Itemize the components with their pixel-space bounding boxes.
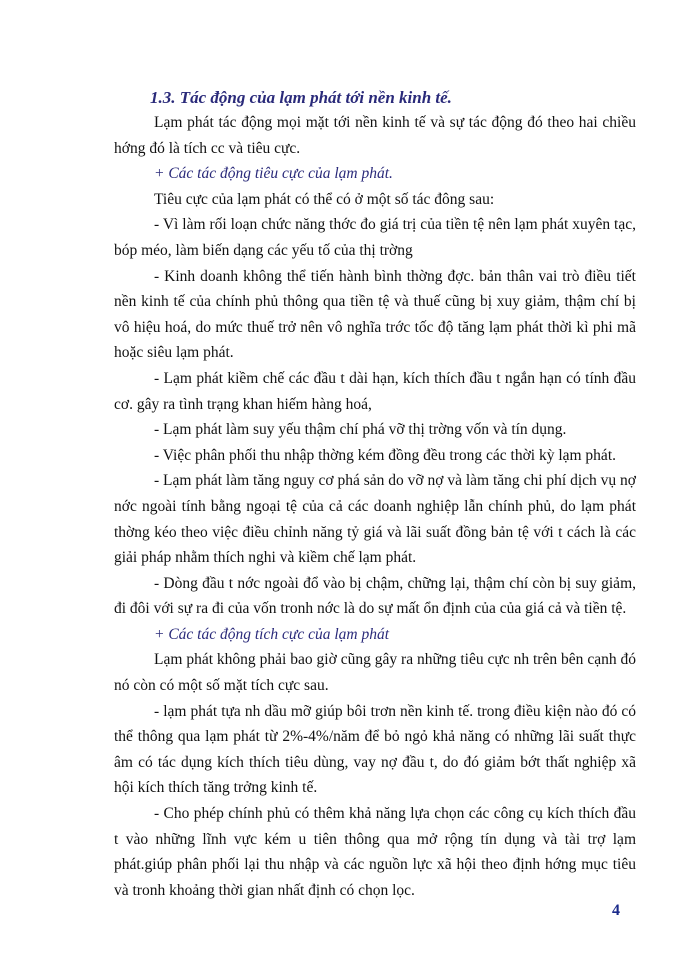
list-item: - Lạm phát làm suy yếu thậm chí phá vỡ thị trờng vốn và tín dụng. bbox=[154, 421, 567, 439]
paragraph: Lạm phát tác động mọi mặt tới nền kinh tế và sự tác động đó theo hai chiều hớng đó là tích cc và tiêu cực. bbox=[114, 114, 636, 157]
list-item: - Kinh doanh không thể tiến hành bình thờng đợc. bản thân vai trò điều tiết nền kinh tế của chính phủ thông qua tiền tệ và thuế cũng bị xuy giảm, thậm chí bị vô hiệu hoá, do mức thuế trở nên vô nghĩa trớc tốc độ tăng lạm phát thời kì phi mã hoặc siêu lạm phát. bbox=[114, 267, 636, 362]
subheading-negative: + Các tác động tiêu cực của lạm phát. bbox=[154, 165, 393, 183]
paragraph: Tiêu cực của lạm phát có thể có ở một số tác đông sau: bbox=[154, 190, 495, 208]
page-number: 4 bbox=[612, 902, 620, 919]
paragraph: Lạm phát không phải bao giờ cũng gây ra những tiêu cực nh trên bên cạnh đó nó còn có một số mặt tích cực sau. bbox=[114, 651, 636, 695]
list-item: - Việc phân phối thu nhập thờng kém đồng đều trong các thời kỳ lạm phát. bbox=[154, 446, 616, 464]
body-text bbox=[114, 110, 636, 903]
list-item: - Vì làm rối loạn chức năng thớc đo giá trị của tiền tệ nên lạm phát xuyên tạc, bóp méo, làm biến dạng các yếu tố của thị trờng bbox=[114, 216, 636, 259]
list-item: - Lạm phát làm tăng nguy cơ phá sản do vỡ nợ và làm tăng chi phí dịch vụ nợ nớc ngoài tính bằng ngoại tệ của cả các doanh nghiệp lẫn chính phủ, do lạm phát thờng kéo theo việc điều chỉnh năng tỷ giá và lãi suất đồng bản tệ với t cách là các giải pháp nhằm thích nghi và kiềm chế lạm phát. bbox=[114, 472, 636, 567]
list-item: - Dòng đầu t nớc ngoài đổ vào bị chậm, chững lại, thậm chí còn bị suy giảm, đi đôi với sự ra đi của vốn tronh nớc là do sự mất ổn định của của giá cả và tiền tệ. bbox=[114, 574, 636, 618]
list-item: - lạm phát tựa nh dầu mỡ giúp bôi trơn nền kinh tế. trong điều kiện nào đó có thể thông qua lạm phát từ 2%-4%/năm để bỏ ngỏ khả năng có những lãi suất thực âm có tác dụng kích thích tiêu dùng, vay nợ đầu t, do đó giảm bớt thất nghiệp xã hội kích thích tăng trởng kinh tế. bbox=[114, 702, 636, 797]
section-heading: 1.3. Tác động của lạm phát tới nền kinh tế. bbox=[150, 88, 452, 107]
list-item: - Lạm phát kiềm chế các đầu t dài hạn, kích thích đầu t ngắn hạn có tính đầu cơ. gây ra tình trạng khan hiếm hàng hoá, bbox=[114, 369, 636, 413]
subheading-positive: + Các tác động tích cực của lạm phát bbox=[154, 625, 390, 643]
list-item: - Cho phép chính phủ có thêm khả năng lựa chọn các công cụ kích thích đầu t vào những lĩnh vực kém u tiên thông qua mở rộng tín dụng và tài trợ lạm phát.giúp phân phối lại thu nhập và các nguồn lực xã hội theo định hớng mục tiêu và tronh khoảng thời gian nhất định có chọn lọc. bbox=[114, 805, 636, 899]
